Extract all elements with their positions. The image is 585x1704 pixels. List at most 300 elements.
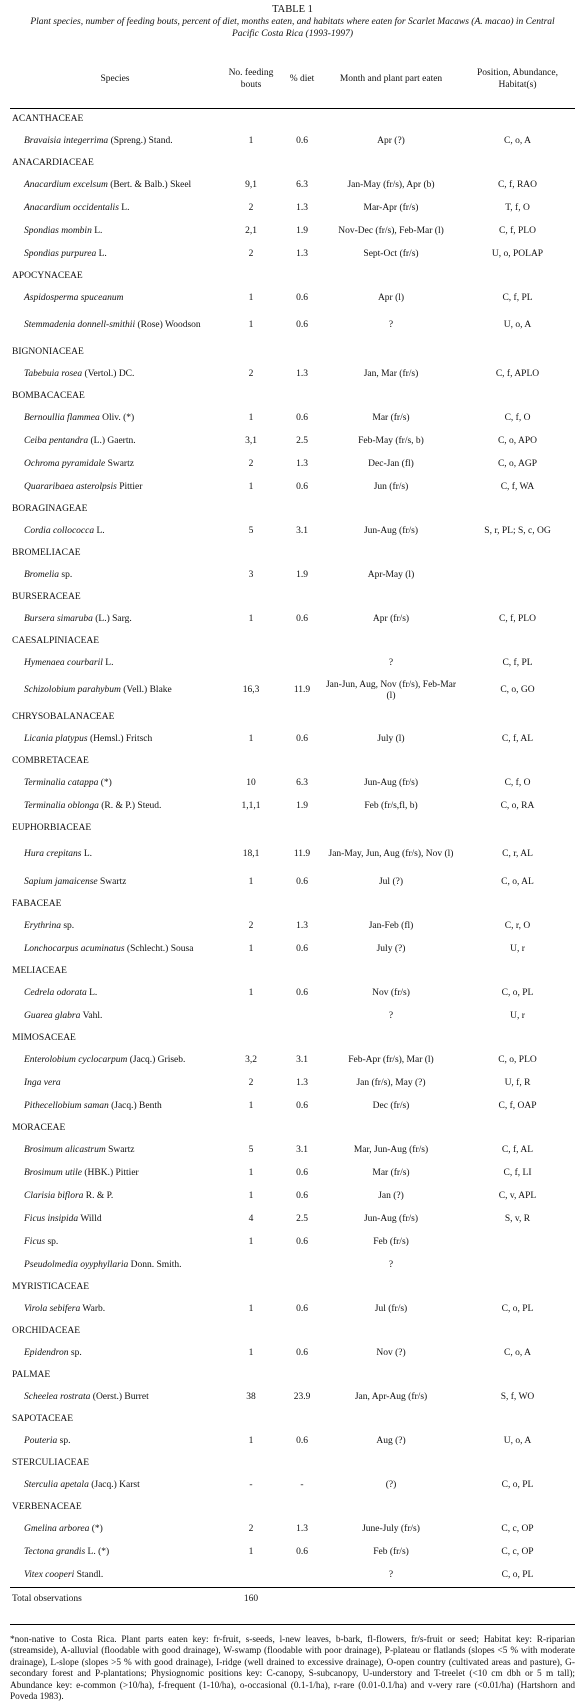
percent-diet: 11.9 bbox=[293, 685, 311, 695]
authority: (HBK.) Pittier bbox=[81, 1167, 139, 1178]
feeding-bouts: 1 bbox=[248, 481, 254, 492]
month-part: Jun (fr/s) bbox=[373, 481, 409, 492]
position-habitat: C, o, PL bbox=[501, 1303, 534, 1314]
authority: Swartz bbox=[105, 458, 134, 469]
species-name bbox=[10, 795, 220, 818]
position-habitat: U, o, A bbox=[503, 1435, 532, 1446]
total-empty bbox=[322, 1587, 460, 1612]
scientific-name: Bursera simaruba bbox=[24, 613, 93, 624]
species-name bbox=[10, 1139, 220, 1162]
feeding-bouts: 38 bbox=[246, 1391, 256, 1402]
family-name: BOMBACACEAE bbox=[12, 390, 85, 401]
month-part: ? bbox=[388, 1259, 394, 1270]
table-body bbox=[10, 108, 575, 1612]
month-part: Sept-Oct (fr/s) bbox=[363, 248, 419, 259]
family-name: EUPHORBIACEAE bbox=[12, 822, 92, 833]
species-name bbox=[10, 1231, 220, 1254]
family-row bbox=[10, 543, 575, 564]
species-row bbox=[10, 430, 575, 453]
scientific-name: Sapium jamaicense bbox=[24, 876, 98, 887]
family-row bbox=[10, 1497, 575, 1518]
authority: (Jacq.) Karst bbox=[88, 1479, 140, 1490]
species-row bbox=[10, 1254, 575, 1277]
month-part: Feb (fr/s) bbox=[373, 1236, 409, 1247]
month-part: Jan, Apr-Aug (fr/s) bbox=[354, 1391, 428, 1402]
feeding-bouts: 2,1 bbox=[245, 225, 257, 236]
position-habitat: C, r, O bbox=[504, 920, 531, 931]
feeding-bouts: 18,1 bbox=[242, 849, 260, 859]
feeding-bouts: - bbox=[249, 1479, 253, 1490]
authority: (Schlecht.) Sousa bbox=[124, 943, 194, 954]
family-name: VERBENACEAE bbox=[12, 1501, 82, 1512]
species-name bbox=[10, 1208, 220, 1231]
feeding-bouts: 1 bbox=[248, 1435, 254, 1446]
authority: (R. & P.) Steud. bbox=[98, 800, 162, 811]
family-row bbox=[10, 1453, 575, 1474]
species-row bbox=[10, 1208, 575, 1231]
percent-diet bbox=[282, 652, 322, 675]
position-habitat: S, r, PL; S, c, OG bbox=[484, 525, 551, 536]
species-row bbox=[10, 243, 575, 266]
percent-diet: 0.6 bbox=[296, 1435, 308, 1446]
authority: sp. bbox=[59, 569, 73, 580]
percent-diet: 1.3 bbox=[296, 368, 308, 379]
percent-diet bbox=[282, 1564, 322, 1588]
month-part: Feb (fr/s) bbox=[373, 1546, 409, 1557]
position-habitat: C, f, PLO bbox=[499, 225, 536, 236]
position-habitat bbox=[460, 564, 575, 587]
species-name bbox=[10, 1072, 220, 1095]
month-part: ? bbox=[388, 1010, 394, 1021]
month-part: Mar (fr/s) bbox=[372, 1167, 410, 1178]
scientific-name: Hura crepitans bbox=[24, 849, 82, 859]
position-habitat: C, o, GO bbox=[500, 685, 535, 695]
family-name: COMBRETACEAE bbox=[12, 755, 89, 766]
feeding-bouts: 1 bbox=[248, 1347, 254, 1358]
header-row bbox=[10, 50, 575, 108]
position-habitat: C, o, A bbox=[504, 135, 531, 146]
family-row bbox=[10, 631, 575, 652]
feeding-bouts: 1 bbox=[248, 1546, 254, 1557]
feeding-bouts: 1 bbox=[248, 876, 254, 887]
family-row bbox=[10, 961, 575, 982]
scientific-name: Pouteria bbox=[24, 1435, 58, 1446]
position-habitat: C, o, PL bbox=[501, 1569, 534, 1580]
authority: Willd bbox=[78, 1213, 102, 1224]
feeding-bouts: 2 bbox=[248, 458, 254, 469]
family-row bbox=[10, 386, 575, 407]
month-part: (?) bbox=[385, 1479, 397, 1490]
scientific-name: Vitex cooperi bbox=[24, 1569, 75, 1580]
scientific-name: Guarea glabra bbox=[24, 1010, 81, 1021]
species-row bbox=[10, 520, 575, 543]
species-row bbox=[10, 1518, 575, 1541]
feeding-bouts: 1 bbox=[248, 987, 254, 998]
position-habitat: U, r bbox=[510, 943, 525, 954]
authority: Donn. Smith. bbox=[128, 1259, 182, 1270]
scientific-name: Bromelia bbox=[24, 569, 60, 580]
percent-diet: 0.6 bbox=[296, 1546, 308, 1557]
percent-diet: 0.6 bbox=[296, 481, 308, 492]
species-row bbox=[10, 1185, 575, 1208]
month-part: Jun-Aug (fr/s) bbox=[363, 777, 419, 788]
species-row bbox=[10, 1049, 575, 1072]
percent-diet: 1.3 bbox=[296, 248, 308, 259]
family-row bbox=[10, 1118, 575, 1139]
species-name bbox=[10, 652, 220, 675]
position-habitat: C, o, PL bbox=[501, 987, 534, 998]
authority: L. bbox=[91, 225, 103, 236]
scientific-name: Gmelina arborea bbox=[24, 1523, 90, 1534]
month-part: Dec-Jan (fl) bbox=[368, 458, 414, 469]
family-row bbox=[10, 818, 575, 839]
percent-diet: 0.6 bbox=[296, 1100, 308, 1111]
percent-diet: - bbox=[300, 1479, 304, 1490]
scientific-name: Epidendron bbox=[24, 1347, 69, 1358]
header-position: Position, Abundance, Habitat(s) bbox=[460, 50, 575, 108]
species-name bbox=[10, 915, 220, 938]
position-habitat: S, f, WO bbox=[500, 1391, 535, 1402]
authority: (Rose) Woodson bbox=[135, 320, 201, 330]
species-name bbox=[10, 1049, 220, 1072]
scientific-name: Bernoullia flammea bbox=[24, 412, 100, 423]
species-row bbox=[10, 1162, 575, 1185]
feeding-bouts: 2 bbox=[248, 202, 254, 213]
feeding-bouts bbox=[220, 1254, 282, 1277]
feeding-bouts: 1 bbox=[248, 292, 254, 303]
authority: L. (*) bbox=[85, 1546, 110, 1557]
percent-diet: 0.6 bbox=[296, 987, 308, 998]
species-name bbox=[10, 287, 220, 310]
species-name bbox=[10, 675, 220, 707]
percent-diet: 1.9 bbox=[296, 569, 308, 580]
position-habitat: C, o, RA bbox=[500, 800, 535, 811]
scientific-name: Scheelea rostrata bbox=[24, 1391, 91, 1402]
month-part: Jan, Mar (fr/s) bbox=[363, 368, 419, 379]
scientific-name: Anacardium occidentalis bbox=[24, 202, 119, 213]
position-habitat: U, o, A bbox=[503, 320, 532, 330]
month-part: ? bbox=[388, 1569, 394, 1580]
scientific-name: Hymenaea courbaril bbox=[24, 657, 103, 668]
species-row bbox=[10, 1342, 575, 1365]
feeding-bouts: 1,1,1 bbox=[241, 800, 261, 811]
family-row bbox=[10, 1028, 575, 1049]
family-name: BURSERACEAE bbox=[12, 591, 81, 602]
percent-diet: 0.6 bbox=[296, 876, 308, 887]
percent-diet: 0.6 bbox=[296, 613, 308, 624]
header-bouts: No. feeding bouts bbox=[220, 50, 282, 108]
species-row bbox=[10, 1072, 575, 1095]
feeding-bouts: 1 bbox=[248, 613, 254, 624]
feeding-bouts: 1 bbox=[248, 1190, 254, 1201]
species-name bbox=[10, 476, 220, 499]
family-name: STERCULIACEAE bbox=[12, 1457, 90, 1468]
authority: (Bert. & Balb.) Skeel bbox=[107, 179, 192, 190]
month-part: ? bbox=[388, 320, 394, 330]
species-row bbox=[10, 1139, 575, 1162]
position-habitat: C, f, O bbox=[504, 777, 531, 788]
species-name bbox=[10, 839, 220, 871]
position-habitat: C, f, APLO bbox=[495, 368, 540, 379]
family-name: BORAGINAGEAE bbox=[12, 503, 88, 514]
feeding-bouts: 1 bbox=[248, 1236, 254, 1247]
scientific-name: Anacardium excelsum bbox=[24, 179, 108, 190]
position-habitat: C, c, OP bbox=[501, 1546, 534, 1557]
authority: L. bbox=[96, 248, 107, 259]
species-name bbox=[10, 243, 220, 266]
species-row bbox=[10, 795, 575, 818]
position-habitat: C, v, APL bbox=[498, 1190, 537, 1201]
scientific-name: Pithecellobium saman bbox=[24, 1100, 109, 1111]
percent-diet: 1.3 bbox=[296, 1077, 308, 1088]
position-habitat: C, f, AL bbox=[501, 1144, 534, 1155]
position-habitat: C, f, LI bbox=[503, 1167, 532, 1178]
month-part: Jul (?) bbox=[378, 876, 403, 887]
family-name: CAESALPINIACEAE bbox=[12, 635, 100, 646]
species-row bbox=[10, 310, 575, 342]
species-name bbox=[10, 1518, 220, 1541]
feeding-bouts: 1 bbox=[248, 1167, 254, 1178]
species-name bbox=[10, 174, 220, 197]
scientific-name: Lonchocarpus acuminatus bbox=[24, 943, 125, 954]
month-part: Jan-Jun, Aug, Nov (fr/s), Feb-Mar (l) bbox=[325, 679, 457, 701]
family-name: BIGNONIACEAE bbox=[12, 346, 84, 357]
percent-diet: 1.3 bbox=[296, 202, 308, 213]
species-name bbox=[10, 728, 220, 751]
scientific-name: Ochroma pyramidale bbox=[24, 458, 106, 469]
month-part: Apr (?) bbox=[377, 135, 405, 146]
position-habitat: C, c, OP bbox=[501, 1523, 534, 1534]
percent-diet: 23.9 bbox=[293, 1391, 311, 1402]
scientific-name: Tabebuia rosea bbox=[24, 368, 83, 379]
species-row bbox=[10, 1231, 575, 1254]
feeding-bouts bbox=[220, 1005, 282, 1028]
feeding-bouts: 3,2 bbox=[245, 1054, 257, 1065]
header-month: Month and plant part eaten bbox=[322, 50, 460, 108]
month-part: Jul (fr/s) bbox=[374, 1303, 408, 1314]
feeding-bouts: 5 bbox=[248, 1144, 254, 1155]
percent-diet: 6.3 bbox=[296, 179, 308, 190]
month-part: Apr (fr/s) bbox=[372, 613, 410, 624]
species-name bbox=[10, 564, 220, 587]
feeding-bouts: 1 bbox=[248, 733, 254, 744]
month-part: Nov (fr/s) bbox=[372, 987, 410, 998]
scientific-name: Inga vera bbox=[24, 1077, 61, 1088]
species-name bbox=[10, 608, 220, 631]
authority: (Oerst.) Burret bbox=[90, 1391, 149, 1402]
family-name: ACANTHACEAE bbox=[12, 113, 84, 124]
feeding-bouts bbox=[220, 652, 282, 675]
species-name bbox=[10, 197, 220, 220]
position-habitat: T, f, O bbox=[505, 202, 530, 213]
feeding-bouts: 4 bbox=[248, 1213, 254, 1224]
species-row bbox=[10, 728, 575, 751]
percent-diet: 1.3 bbox=[296, 1523, 308, 1534]
species-row bbox=[10, 982, 575, 1005]
authority: sp. bbox=[60, 920, 75, 931]
authority: sp. bbox=[68, 1347, 82, 1358]
position-habitat: C, f, WA bbox=[500, 481, 535, 492]
family-name: FABACEAE bbox=[12, 898, 62, 909]
percent-diet: 0.6 bbox=[296, 1303, 308, 1314]
authority: L. bbox=[81, 849, 92, 859]
position-habitat: C, f, O bbox=[504, 412, 531, 423]
percent-diet: 0.6 bbox=[296, 1236, 308, 1247]
feeding-bouts: 1 bbox=[248, 1100, 254, 1111]
family-row bbox=[10, 342, 575, 363]
authority: sp. bbox=[45, 1236, 59, 1247]
family-row bbox=[10, 153, 575, 174]
position-habitat: U, o, POLAP bbox=[491, 248, 544, 259]
position-habitat: C, f, PL bbox=[502, 657, 533, 668]
feeding-bouts: 5 bbox=[248, 525, 254, 536]
species-row bbox=[10, 1386, 575, 1409]
authority: L. bbox=[102, 657, 114, 668]
species-name bbox=[10, 220, 220, 243]
species-name bbox=[10, 453, 220, 476]
feeding-bouts: 9,1 bbox=[245, 179, 257, 190]
scientific-name: Terminalia catappa bbox=[24, 777, 99, 788]
percent-diet: 0.6 bbox=[296, 320, 308, 330]
scientific-name: Pseudolmedia oyyphyllaria bbox=[24, 1259, 129, 1270]
species-row bbox=[10, 772, 575, 795]
scientific-name: Stemmadenia donnell-smithii bbox=[24, 320, 136, 330]
feeding-bouts: 3,1 bbox=[245, 435, 257, 446]
species-row bbox=[10, 915, 575, 938]
authority: R. & P. bbox=[83, 1190, 114, 1201]
scientific-name: Ceiba pentandra bbox=[24, 435, 89, 446]
scientific-name: Virola sebifera bbox=[24, 1303, 81, 1314]
scientific-name: Brosimum alicastrum bbox=[24, 1144, 106, 1155]
percent-diet: 0.6 bbox=[296, 292, 308, 303]
feeding-bouts: 1 bbox=[248, 135, 254, 146]
month-part: Dec (fr/s) bbox=[372, 1100, 410, 1111]
family-name: CHRYSOBALANACEAE bbox=[12, 711, 115, 722]
family-name: SAPOTACEAE bbox=[12, 1413, 73, 1424]
family-row bbox=[10, 894, 575, 915]
species-name bbox=[10, 1185, 220, 1208]
feeding-bouts: 2 bbox=[248, 920, 254, 931]
position-habitat: C, o, A bbox=[504, 1347, 531, 1358]
percent-diet: 0.6 bbox=[296, 943, 308, 954]
scientific-name: Ficus insipida bbox=[24, 1213, 79, 1224]
position-habitat: C, o, PLO bbox=[498, 1054, 537, 1065]
feeding-bouts: 1 bbox=[248, 412, 254, 423]
family-name: BROMELIACAE bbox=[12, 547, 81, 558]
month-part: Mar-Apr (fr/s) bbox=[363, 202, 419, 213]
percent-diet bbox=[282, 1254, 322, 1277]
percent-diet: 1.3 bbox=[296, 920, 308, 931]
authority: L. bbox=[118, 202, 130, 213]
species-name bbox=[10, 1541, 220, 1564]
percent-diet bbox=[282, 1005, 322, 1028]
total-value: 160 bbox=[220, 1587, 282, 1612]
authority: Swartz bbox=[97, 876, 127, 887]
species-row bbox=[10, 1564, 575, 1588]
feeding-bouts: 2 bbox=[248, 248, 254, 259]
family-name: MYRISTICACEAE bbox=[12, 1281, 90, 1292]
scientific-name: Schizolobium parahybum bbox=[24, 685, 121, 695]
species-name bbox=[10, 938, 220, 961]
species-name bbox=[10, 1342, 220, 1365]
family-row bbox=[10, 108, 575, 130]
authority: Standl. bbox=[74, 1569, 104, 1580]
feeding-bouts: 2 bbox=[248, 1077, 254, 1088]
feeding-bouts: 1 bbox=[248, 943, 254, 954]
species-row bbox=[10, 407, 575, 430]
month-part: July (l) bbox=[377, 733, 405, 744]
total-row bbox=[10, 1587, 575, 1612]
species-name bbox=[10, 407, 220, 430]
species-name bbox=[10, 1430, 220, 1453]
family-name: ANACARDIACEAE bbox=[12, 157, 94, 168]
position-habitat: C, r, AL bbox=[502, 849, 533, 859]
total-empty bbox=[460, 1587, 575, 1612]
month-part: Feb-May (fr/s, b) bbox=[358, 435, 424, 446]
percent-diet: 0.6 bbox=[296, 135, 308, 146]
family-name: PALMAE bbox=[12, 1369, 51, 1380]
authority: Swartz bbox=[105, 1144, 135, 1155]
scientific-name: Enterolobium cyclocarpum bbox=[24, 1054, 128, 1065]
species-name bbox=[10, 1162, 220, 1185]
month-part: Apr (l) bbox=[377, 292, 405, 303]
species-row bbox=[10, 871, 575, 894]
family-row bbox=[10, 266, 575, 287]
month-part: Nov (?) bbox=[376, 1347, 406, 1358]
species-name bbox=[10, 1564, 220, 1588]
species-name bbox=[10, 1298, 220, 1321]
family-name: ORCHIDACEAE bbox=[12, 1325, 81, 1336]
month-part: Mar, Jun-Aug (fr/s) bbox=[353, 1144, 429, 1155]
percent-diet: 0.6 bbox=[296, 1347, 308, 1358]
table-caption: Plant species, number of feeding bouts, percent of diet, months eaten, and habitats where eaten for Scarlet Macaws (A. macao) in Central Pacific Costa Rica (1993-1997) bbox=[30, 17, 555, 39]
species-row bbox=[10, 1541, 575, 1564]
percent-diet: 2.5 bbox=[296, 435, 308, 446]
family-name: MELIACEAE bbox=[12, 965, 67, 976]
position-habitat: C, f, PL bbox=[502, 292, 533, 303]
percent-diet: 6.3 bbox=[296, 777, 308, 788]
total-empty bbox=[282, 1587, 322, 1612]
position-habitat bbox=[460, 1254, 575, 1277]
authority: Warb. bbox=[80, 1303, 106, 1314]
percent-diet: 1.9 bbox=[296, 225, 308, 236]
month-part: Feb (fr/s,fl, b) bbox=[364, 800, 418, 811]
family-row bbox=[10, 499, 575, 520]
species-name bbox=[10, 1386, 220, 1409]
month-part: July (?) bbox=[376, 943, 406, 954]
percent-diet: 1.9 bbox=[296, 800, 308, 811]
scientific-name: Ficus bbox=[24, 1236, 46, 1247]
authority: L. bbox=[86, 987, 98, 998]
authority: L. bbox=[94, 525, 105, 536]
family-row bbox=[10, 1409, 575, 1430]
scientific-name: Terminalia oblonga bbox=[24, 800, 99, 811]
species-row bbox=[10, 220, 575, 243]
species-row bbox=[10, 608, 575, 631]
percent-diet: 2.5 bbox=[296, 1213, 308, 1224]
percent-diet: 11.9 bbox=[293, 849, 311, 859]
family-name: APOCYNACEAE bbox=[12, 270, 83, 281]
scientific-name: Cedrela odorata bbox=[24, 987, 87, 998]
position-habitat: C, f, RAO bbox=[497, 179, 538, 190]
species-name bbox=[10, 982, 220, 1005]
feeding-bouts: 3 bbox=[248, 569, 254, 580]
family-row bbox=[10, 751, 575, 772]
species-table bbox=[10, 50, 575, 1612]
species-name bbox=[10, 430, 220, 453]
species-name bbox=[10, 1474, 220, 1497]
species-name bbox=[10, 1095, 220, 1118]
